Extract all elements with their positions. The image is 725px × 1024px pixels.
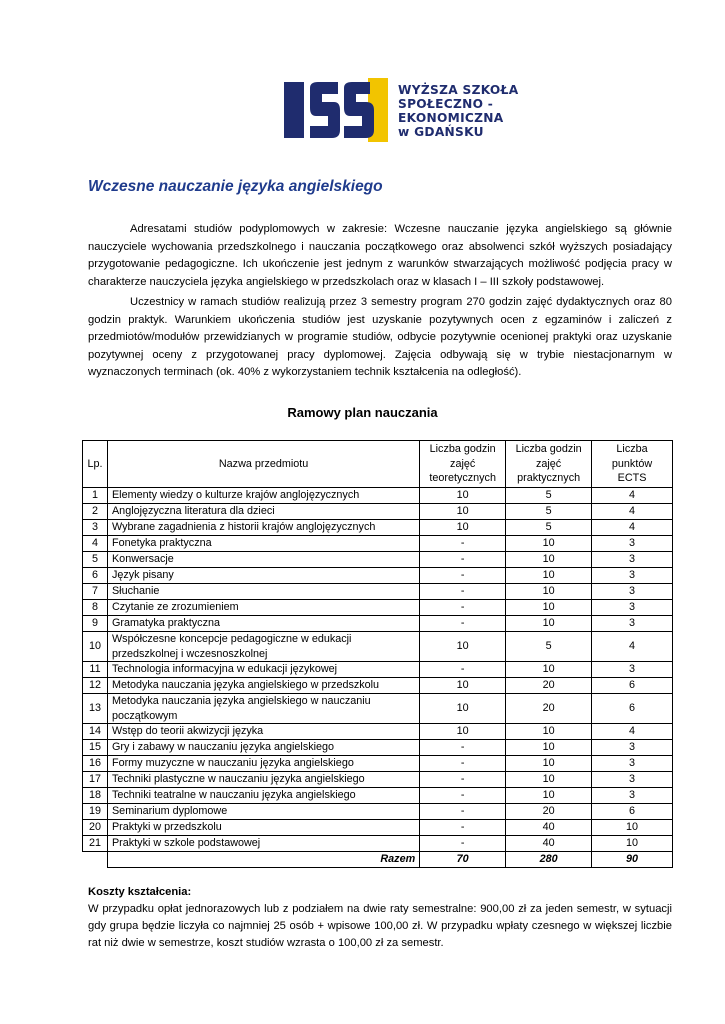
costs-heading: Koszty kształcenia: [88,886,192,898]
cell-ects: 4 [592,724,673,740]
table-row [83,724,673,740]
cell-practice-hours: 10 [506,536,592,552]
costs-body: W przypadku opłat jednorazowych lub z podziałem na dwie raty semestralne: 900,00 zł za jeden semestr, w sytuacji gdy grupa będzie liczyła co najmniej 25 osób + wpisowe 100,00 zł. W przypadku wpłaty czesnego w większej liczbie rat niż dwie w semestrze, koszt studiów wzrasta o 100,00 zł za semestr. [88,903,672,949]
program-paragraph: Uczestnicy w ramach studiów realizują przez 3 semestry program 270 godzin zajęć dydaktycznych oraz 80 godzin praktyk. Warunkiem ukończenia studiów jest uzyskanie pozytywnych ocen z egzaminów i zaliczeń z przedmiotów/modułów przewidzianych w programie studiów, odbycie pozytywnie ocenionej praktyki oraz uzyskanie pozytywnej oceny z przygotowanej pracy dyplomowej. Zajęcia odbywają się w trybie niestacjonarnym w wyznaczonych terminach (ok. 40% z wykorzystaniem technik kształcenia na odległość). [88,296,672,378]
cell-ects: 3 [592,616,673,632]
total-blank-cell [83,852,108,868]
page-title: Wczesne nauczanie języka angielskiego [88,178,383,195]
cell-lp: 19 [83,804,108,820]
cell-ects: 3 [592,552,673,568]
cell-ects: 4 [592,488,673,504]
table-row [83,488,673,504]
cell-subject-name: Słuchanie [107,584,419,600]
table-row [83,804,673,820]
table-row [83,536,673,552]
cell-ects: 3 [592,536,673,552]
table-body [83,488,673,868]
cell-subject-name: Anglojęzyczna literatura dla dzieci [107,504,419,520]
cell-theory-hours: 10 [420,504,506,520]
cell-practice-hours: 10 [506,584,592,600]
cell-ects: 3 [592,772,673,788]
header-lp: Lp. [83,441,108,488]
table-row [83,584,673,600]
cell-subject-name: Wybrane zagadnienia z historii krajów anglojęzycznych [107,520,419,536]
cell-subject-name: Wstęp do teorii akwizycji języka [107,724,419,740]
cell-theory-hours: - [420,552,506,568]
cell-subject-name: Formy muzyczne w nauczaniu języka angielskiego [107,756,419,772]
table-row [83,756,673,772]
cell-ects: 4 [592,504,673,520]
cell-theory-hours: 10 [420,724,506,740]
cell-theory-hours: - [420,788,506,804]
table-row [83,504,673,520]
cell-subject-name: Elementy wiedzy o kulturze krajów anglojęzycznych [107,488,419,504]
cell-lp: 13 [83,694,108,724]
cell-subject-name: Techniki teatralne w nauczaniu języka angielskiego [107,788,419,804]
cell-subject-name: Gry i zabawy w nauczaniu języka angielskiego [107,740,419,756]
logo-wordmark [398,83,518,139]
table-row [83,772,673,788]
table-row [83,520,673,536]
cell-practice-hours: 10 [506,600,592,616]
cell-lp: 3 [83,520,108,536]
cell-ects: 10 [592,836,673,852]
cell-practice-hours: 5 [506,520,592,536]
cell-subject-name: Metodyka nauczania języka angielskiego w nauczaniu początkowym [107,694,419,724]
cell-lp: 8 [83,600,108,616]
table-row [83,788,673,804]
cell-practice-hours: 40 [506,820,592,836]
table-header-row [83,441,673,488]
cell-lp: 16 [83,756,108,772]
table-row [83,820,673,836]
cell-lp: 21 [83,836,108,852]
cell-practice-hours: 10 [506,662,592,678]
cell-practice-hours: 5 [506,504,592,520]
cell-theory-hours: - [420,820,506,836]
university-logo-mark [284,78,396,142]
cell-theory-hours: - [420,836,506,852]
cell-lp: 15 [83,740,108,756]
cell-ects: 6 [592,678,673,694]
cell-lp: 7 [83,584,108,600]
cell-ects: 3 [592,568,673,584]
cell-practice-hours: 10 [506,616,592,632]
header-theory-hours: Liczba godzin zajęć teoretycznych [420,441,506,488]
cell-subject-name: Techniki plastyczne w nauczaniu języka angielskiego [107,772,419,788]
logo-letter-i [284,82,304,138]
cell-practice-hours: 5 [506,488,592,504]
cell-lp: 6 [83,568,108,584]
table-row [83,552,673,568]
table-row [83,568,673,584]
cell-subject-name: Seminarium dyplomowe [107,804,419,820]
cell-theory-hours: - [420,740,506,756]
cell-lp: 20 [83,820,108,836]
intro-paragraph: Adresatami studiów podyplomowych w zakresie: Wczesne nauczanie języka angielskiego są głównie nauczyciele wychowania przedszkolnego i nauczania początkowego oraz absolwenci szkół wyższych posiadający przygotowanie pedagogiczne. Ich ukończenie jest jednym z warunków stwarzających możliwość podjęcia pracy w charakterze nauczyciela języka angielskiego w przedszkolach oraz w klasach I – III szkoły podstawowej. [88,223,672,288]
cell-practice-hours: 10 [506,756,592,772]
logo-letter-s2 [344,82,374,138]
cell-theory-hours: - [420,756,506,772]
logo-line: WYŻSZA SZKOŁA [398,83,519,97]
cell-theory-hours: 10 [420,678,506,694]
costs-section [88,884,672,952]
cell-theory-hours: 10 [420,520,506,536]
cell-subject-name: Współczesne koncepcje pedagogiczne w edukacji przedszkolnej i wczesnoszkolnej [107,632,419,662]
header-ects: Liczba punktów ECTS [592,441,673,488]
total-practice: 280 [506,852,592,868]
cell-subject-name: Gramatyka praktyczna [107,616,419,632]
cell-lp: 1 [83,488,108,504]
cell-ects: 4 [592,632,673,662]
university-logo [284,72,534,148]
cell-lp: 18 [83,788,108,804]
cell-subject-name: Fonetyka praktyczna [107,536,419,552]
total-theory: 70 [420,852,506,868]
cell-ects: 3 [592,756,673,772]
cell-ects: 6 [592,804,673,820]
table-row [83,740,673,756]
cell-lp: 17 [83,772,108,788]
cell-theory-hours: - [420,662,506,678]
cell-ects: 4 [592,520,673,536]
cell-lp: 5 [83,552,108,568]
cell-theory-hours: - [420,600,506,616]
cell-lp: 2 [83,504,108,520]
cell-ects: 6 [592,694,673,724]
cell-subject-name: Praktyki w przedszkolu [107,820,419,836]
cell-ects: 3 [592,662,673,678]
cell-ects: 3 [592,600,673,616]
table-row [83,632,673,662]
plan-title: Ramowy plan nauczania [287,405,438,420]
cell-practice-hours: 40 [506,836,592,852]
cell-theory-hours: - [420,536,506,552]
cell-theory-hours: - [420,804,506,820]
cell-lp: 12 [83,678,108,694]
cell-theory-hours: - [420,616,506,632]
table-row [83,678,673,694]
table-total-row [83,852,673,868]
cell-lp: 9 [83,616,108,632]
cell-practice-hours: 10 [506,552,592,568]
cell-lp: 11 [83,662,108,678]
header-practice-hours: Liczba godzin zajęć praktycznych [506,441,592,488]
table-row [83,694,673,724]
table-row [83,600,673,616]
cell-subject-name: Technologia informacyjna w edukacji językowej [107,662,419,678]
cell-ects: 10 [592,820,673,836]
cell-practice-hours: 10 [506,772,592,788]
cell-theory-hours: 10 [420,632,506,662]
table-row [83,616,673,632]
cell-practice-hours: 10 [506,740,592,756]
logo-line: SPOŁECZNO - [398,97,494,111]
cell-theory-hours: 10 [420,488,506,504]
cell-theory-hours: - [420,772,506,788]
logo-letter-s1 [310,82,340,138]
cell-practice-hours: 10 [506,568,592,584]
cell-lp: 10 [83,632,108,662]
cell-theory-hours: 10 [420,694,506,724]
cell-subject-name: Czytanie ze zrozumieniem [107,600,419,616]
cell-subject-name: Metodyka nauczania języka angielskiego w przedszkolu [107,678,419,694]
cell-theory-hours: - [420,568,506,584]
cell-subject-name: Konwersacje [107,552,419,568]
cell-practice-hours: 20 [506,694,592,724]
cell-lp: 4 [83,536,108,552]
cell-practice-hours: 20 [506,804,592,820]
cell-practice-hours: 10 [506,724,592,740]
table-row [83,662,673,678]
cell-subject-name: Język pisany [107,568,419,584]
logo-line: EKONOMICZNA [398,111,504,125]
curriculum-table [82,440,673,868]
cell-theory-hours: - [420,584,506,600]
table-row [83,836,673,852]
cell-subject-name: Praktyki w szkole podstawowej [107,836,419,852]
total-label: Razem [107,852,419,868]
cell-ects: 3 [592,584,673,600]
header-subject-name: Nazwa przedmiotu [107,441,419,488]
cell-ects: 3 [592,740,673,756]
logo-line: w GDAŃSKU [398,125,484,139]
cell-practice-hours: 20 [506,678,592,694]
cell-practice-hours: 10 [506,788,592,804]
total-ects: 90 [592,852,673,868]
cell-lp: 14 [83,724,108,740]
cell-practice-hours: 5 [506,632,592,662]
cell-ects: 3 [592,788,673,804]
